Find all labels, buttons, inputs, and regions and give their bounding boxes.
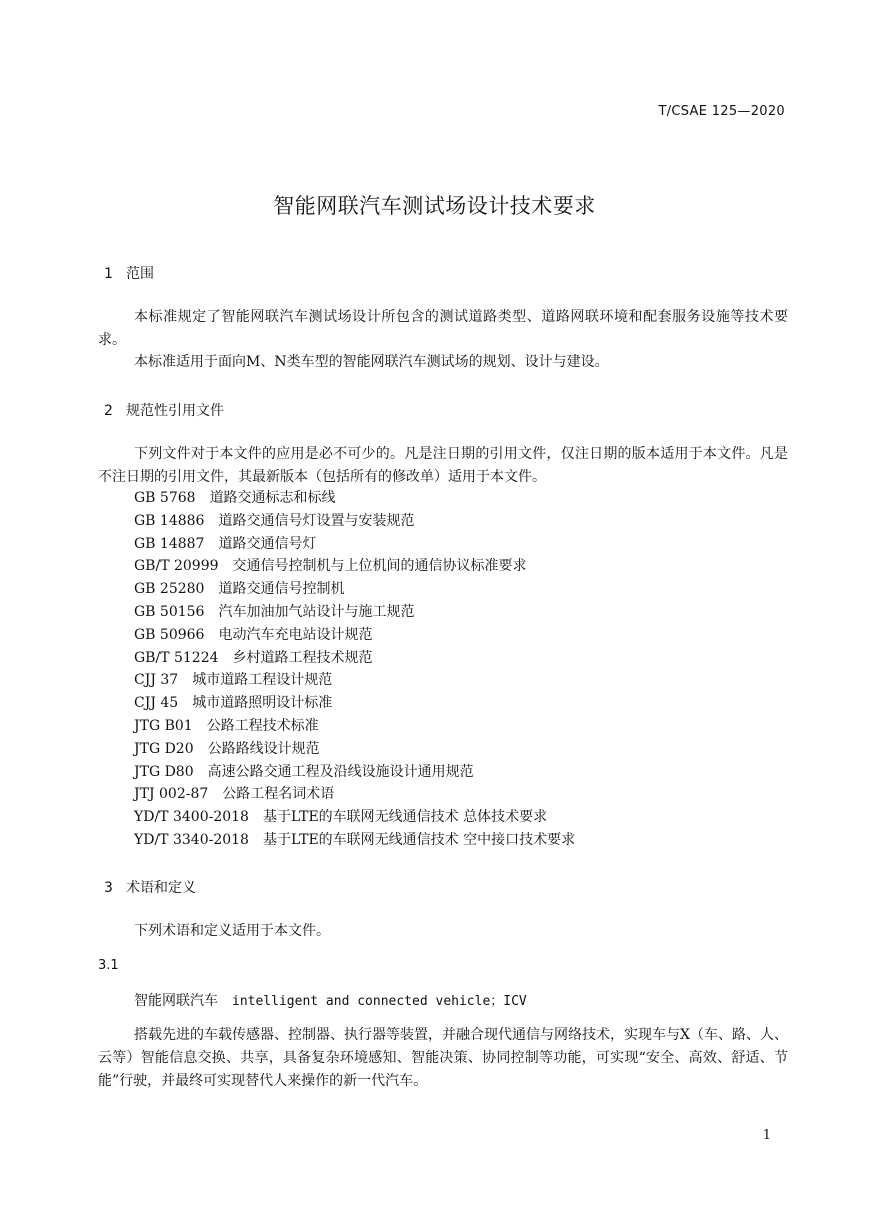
reference-item xyxy=(134,555,575,578)
page-number: 1 xyxy=(762,1128,771,1143)
reference-item xyxy=(134,578,575,601)
reference-item xyxy=(134,715,575,738)
reference-title: 公路工程名词术语 xyxy=(222,786,335,803)
reference-code: CJJ 45 xyxy=(134,695,179,712)
reference-item xyxy=(134,761,575,784)
reference-title: 交通信号控制机与上位机间的通信协议标准要求 xyxy=(232,558,527,575)
reference-title: 公路路线设计规范 xyxy=(207,740,320,757)
section-number: 1 xyxy=(104,266,113,282)
section-1-paragraph-1: 本标准规定了智能网联汽车测试场设计所包含的测试道路类型、道路网联环境和配套服务设施等技术要求。 xyxy=(98,309,788,348)
reference-item xyxy=(134,829,575,852)
reference-code: JTG B01 xyxy=(134,717,193,734)
document-title: 智能网联汽车测试场设计技术要求 xyxy=(273,194,596,218)
reference-item xyxy=(134,806,575,829)
section-3-heading xyxy=(104,877,196,897)
reference-code: GB/T 20999 xyxy=(134,558,219,575)
section-number: 3 xyxy=(104,880,113,896)
reference-code: GB 14886 xyxy=(134,512,205,529)
term-chinese: 智能网联汽车 xyxy=(134,993,218,1009)
section-1-heading xyxy=(104,263,154,283)
reference-title: 道路交通信号灯 xyxy=(218,535,317,552)
reference-code: CJJ 37 xyxy=(134,672,179,689)
reference-code: JTJ 002-87 xyxy=(134,786,209,803)
document-id: T/CSAE 125—2020 xyxy=(658,104,785,119)
reference-code: YD/T 3400-2018 xyxy=(134,809,249,826)
reference-item xyxy=(134,669,575,692)
section-title: 规范性引用文件 xyxy=(126,403,224,419)
reference-title: 道路交通信号控制机 xyxy=(218,581,345,598)
reference-code: GB 5768 xyxy=(134,490,196,506)
reference-code: YD/T 3340-2018 xyxy=(134,831,249,848)
reference-title: 电动汽车充电站设计规范 xyxy=(218,626,373,643)
reference-title: 城市道路照明设计标准 xyxy=(192,695,333,712)
term-english: intelligent and connected vehicle；ICV xyxy=(232,994,527,1009)
reference-code: JTG D20 xyxy=(134,740,194,757)
term-entry xyxy=(134,990,527,1010)
reference-code: JTG D80 xyxy=(134,763,194,780)
reference-code: GB/T 51224 xyxy=(134,649,219,666)
reference-item xyxy=(134,601,575,624)
reference-title: 道路交通标志和标线 xyxy=(209,490,336,506)
reference-title: 道路交通信号灯设置与安装规范 xyxy=(218,512,415,529)
section-title: 术语和定义 xyxy=(126,880,196,896)
reference-code: GB 25280 xyxy=(134,581,205,598)
section-3-intro: 下列术语和定义适用于本文件。 xyxy=(134,923,330,939)
reference-list xyxy=(134,487,575,852)
reference-item xyxy=(134,533,575,556)
section-2-heading xyxy=(104,400,224,420)
reference-title: 高速公路交通工程及沿线设施设计通用规范 xyxy=(207,763,474,780)
section-number: 2 xyxy=(104,403,113,419)
term-definition: 搭载先进的车载传感器、控制器、执行器等装置，并融合现代通信与网络技术，实现车与X（车、路、人、云等）智能信息交换、共享，具备复杂环境感知、智能决策、协同控制等功能，可实现“安全、高效、舒适、节能”行驶，并最终可实现替代人来操作的新一代汽车。 xyxy=(98,1027,788,1089)
reference-item xyxy=(134,783,575,806)
section-2-intro: 下列文件对于本文件的应用是必不可少的。凡是注日期的引用文件，仅注日期的版本适用于本文件。凡是不注日期的引用文件，其最新版本（包括所有的修改单）适用于本文件。 xyxy=(98,446,788,485)
reference-item xyxy=(134,487,575,510)
reference-item xyxy=(134,738,575,761)
reference-item xyxy=(134,510,575,533)
reference-code: GB 50966 xyxy=(134,626,205,643)
reference-item xyxy=(134,647,575,670)
reference-code: GB 50156 xyxy=(134,603,205,620)
reference-code: GB 14887 xyxy=(134,535,205,552)
reference-title: 公路工程技术标准 xyxy=(206,717,319,734)
reference-title: 基于LTE的车联网无线通信技术 空中接口技术要求 xyxy=(262,831,576,848)
reference-item xyxy=(134,624,575,647)
subsection-number: 3.1 xyxy=(98,958,119,973)
section-title: 范围 xyxy=(126,266,154,282)
section-1-paragraph-2: 本标准适用于面向M、N类车型的智能网联汽车测试场的规划、设计与建设。 xyxy=(134,354,609,370)
reference-title: 乡村道路工程技术规范 xyxy=(232,649,373,666)
reference-item xyxy=(134,692,575,715)
reference-title: 城市道路工程设计规范 xyxy=(192,672,333,689)
reference-title: 基于LTE的车联网无线通信技术 总体技术要求 xyxy=(262,809,548,826)
reference-title: 汽车加油加气站设计与施工规范 xyxy=(218,603,415,620)
